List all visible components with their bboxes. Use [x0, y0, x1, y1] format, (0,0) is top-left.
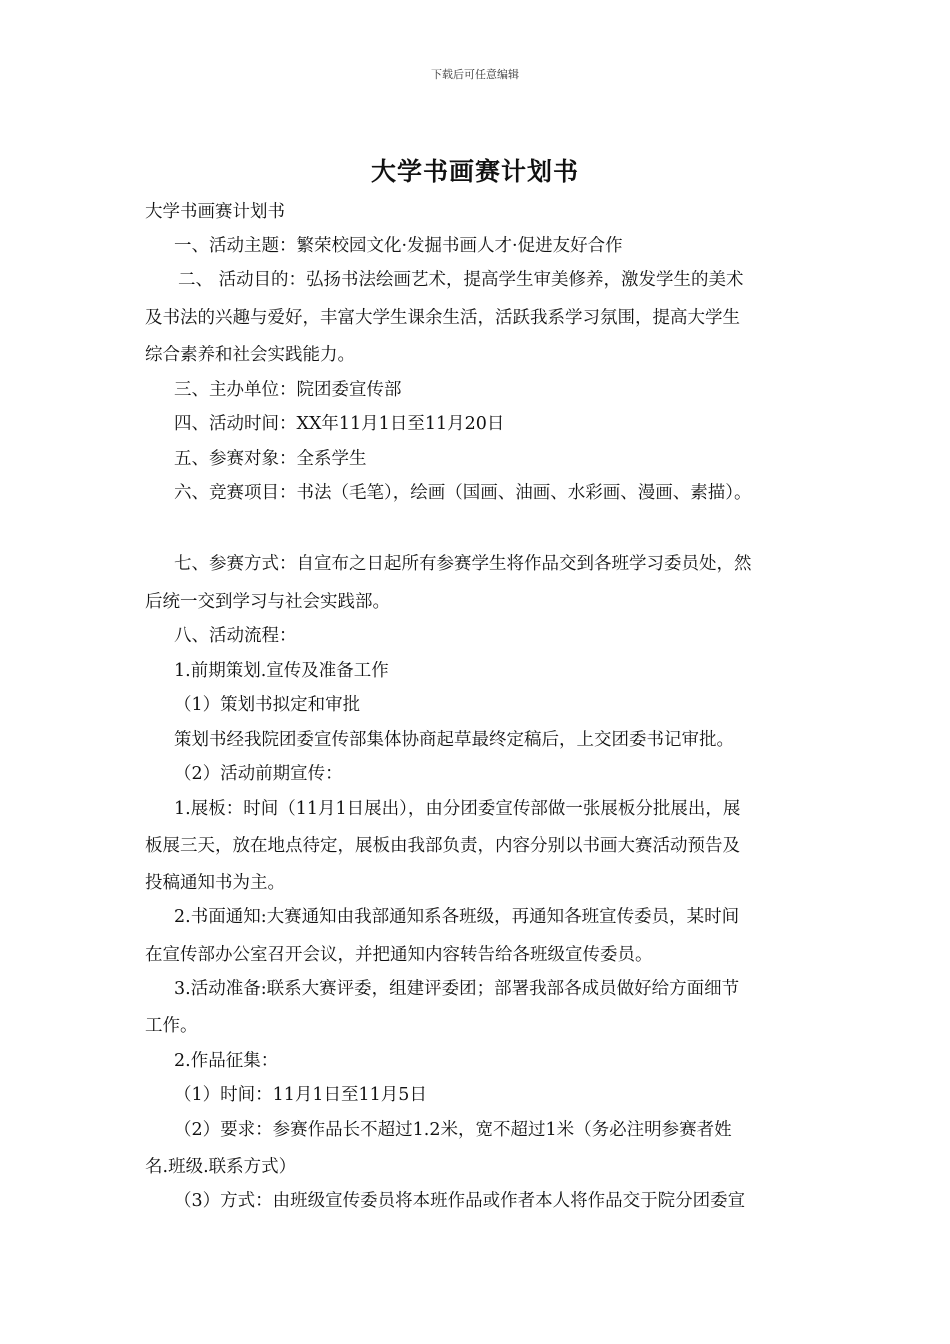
paragraph-line: 策划书经我院团委宣传部集体协商起草最终定稿后，上交团委书记审批。 — [174, 730, 734, 750]
page-title: 大学书画赛计划书 — [370, 157, 579, 186]
paragraph-line: 后统一交到学习与社会实践部。 — [145, 592, 390, 612]
paragraph-line: 综合素养和社会实践能力。 — [145, 345, 355, 365]
header-note: 下载后可任意编辑 — [431, 68, 519, 81]
paragraph-line: 工作。 — [145, 1016, 198, 1036]
paragraph-line: （2）要求：参赛作品长不超过1.2米，宽不超过1米（务必注明参赛者姓 — [174, 1120, 732, 1140]
paragraph-line: （1）策划书拟定和审批 — [174, 695, 361, 715]
paragraph-line: 及书法的兴趣与爱好，丰富大学生课余生活，活跃我系学习氛围，提高大学生 — [145, 308, 740, 328]
paragraph-line: 三、主办单位：院团委宣传部 — [174, 380, 402, 400]
paragraph-line: 2.作品征集： — [174, 1051, 279, 1071]
paragraph-line: 七、参赛方式：自宣布之日起所有参赛学生将作品交到各班学习委员处，然 — [174, 554, 752, 574]
paragraph-line: 名.班级.联系方式） — [145, 1157, 297, 1177]
paragraph-line: 五、参赛对象：全系学生 — [174, 449, 367, 469]
paragraph-line: （2）活动前期宣传： — [174, 764, 343, 784]
paragraph-line: 1.前期策划.宣传及准备工作 — [174, 661, 389, 681]
paragraph-line: 在宣传部办公室召开会议，并把通知内容转告给各班级宣传委员。 — [145, 945, 653, 965]
paragraph-line: 一、活动主题：繁荣校园文化·发掘书画人才·促进友好合作 — [174, 236, 623, 256]
paragraph-line: 1.展板：时间（11月1日展出），由分团委宣传部做一张展板分批展出，展 — [174, 799, 741, 819]
paragraph-line: 四、活动时间：XX年11月1日至11月20日 — [174, 414, 505, 434]
paragraph-line: 3.活动准备:联系大赛评委，组建评委团；部署我部各成员做好给方面细节 — [174, 979, 740, 999]
paragraph-line: （1）时间：11月1日至11月5日 — [174, 1085, 427, 1105]
paragraph-line: 大学书画赛计划书 — [145, 202, 285, 222]
paragraph-line: 2.书面通知:大赛通知由我部通知系各班级，再通知各班宣传委员，某时间 — [174, 907, 740, 927]
paragraph-line: 二、 活动目的：弘扬书法绘画艺术，提高学生审美修养，激发学生的美术 — [178, 270, 744, 290]
paragraph-line: 六、竞赛项目：书法（毛笔），绘画（国画、油画、水彩画、漫画、素描）。 — [174, 483, 752, 503]
paragraph-line: （3）方式：由班级宣传委员将本班作品或作者本人将作品交于院分团委宣 — [174, 1191, 746, 1211]
paragraph-line: 板展三天，放在地点待定，展板由我部负责，内容分别以书画大赛活动预告及 — [145, 836, 740, 856]
paragraph-line: 投稿通知书为主。 — [145, 873, 285, 893]
paragraph-line: 八、活动流程： — [174, 626, 297, 646]
